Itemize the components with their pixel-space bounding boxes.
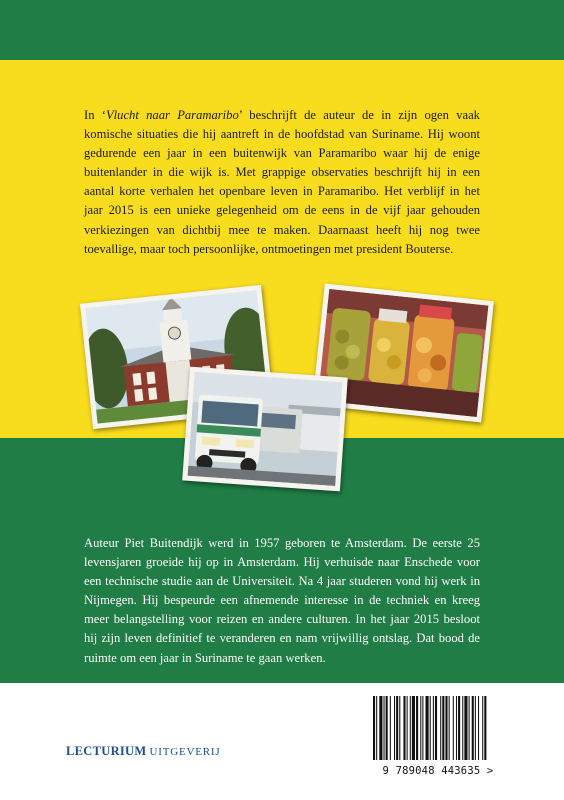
author-bio: Auteur Piet Buitendijk werd in 1957 geboren te Amsterdam. De eerste 25 levensjaren groeide hij op in Amsterdam. Hij verhuisde naar Enschede voor een technische studie aan de Universiteit. Na 4 jaar studeren vond hij werk in Nijmegen. Hij bespeurde een afnemende interesse in de techniek en kreeg meer belangstelling voor reizen en andere culturen. In het jaar 2015 besloot hij zijn leven definitief te veranderen en nam vrijwillig ontslag. Dat bood de ruimte om een jaar in Suriname te gaan werken. [84, 536, 480, 665]
book-title: Vlucht naar Paramaribo [105, 108, 239, 122]
barcode-bar [394, 696, 395, 760]
barcode-bar [478, 696, 479, 760]
publisher-suffix: UITGEVERIJ [149, 746, 221, 758]
barcode-bar [484, 696, 486, 760]
publisher-brand: LECTURIUM [66, 744, 147, 758]
barcode-bar [412, 696, 415, 760]
barcode-bar [376, 696, 377, 760]
barcode-bar [445, 696, 447, 760]
barcode-bar [442, 696, 444, 760]
barcode-bar [422, 696, 423, 760]
barcode-bar [449, 696, 450, 760]
barcode-bar [379, 696, 382, 760]
barcode-bar [435, 696, 437, 760]
barcode-bar [386, 696, 388, 760]
blurb-text: ’ beschrijft de auteur de in zijn ogen vaak komische situaties die hij aantreft in de hoofdstad van Suriname. Hij woont gedurende een jaar in een buitenwijk van Paramaribo waar hij de enige buitenlander in die wijk is. Met grappige observaties beschrijft hij in een aantal korte verhalen het openbare leven in Paramaribo. Het verblijf in het jaar 2015 is een unieke gelegenheid om de eens in de vijf jaar gehouden verkiezingen van dichtbij mee te maken. Daarnaast heeft hij nog twee toevallige, maar toch persoonlijke, ontmoetingen met president Bouterse. [84, 108, 480, 256]
barcode-bar [456, 696, 457, 760]
barcode-bar [420, 696, 421, 760]
barcode-bar [384, 696, 385, 760]
isbn-digits: 9 789048 443635 [382, 765, 481, 777]
blurb-prefix: In ‘ [84, 108, 106, 122]
barcode-bar [390, 696, 391, 760]
barcode-bar [407, 696, 408, 760]
photo-minibuses [182, 367, 348, 492]
barcode-bar [426, 696, 429, 760]
barcode-bar [464, 696, 467, 760]
barcode-bar [403, 696, 405, 760]
barcode-bar [482, 696, 483, 760]
isbn-marker: > [486, 765, 494, 777]
barcode-bar [433, 696, 434, 760]
publisher-logo [66, 742, 220, 760]
barcode-bar [475, 696, 476, 760]
barcode-bar [396, 696, 398, 760]
top-green-band [0, 0, 564, 60]
barcode-bar [440, 696, 441, 760]
barcode-bar [462, 696, 463, 760]
isbn-number [363, 765, 513, 777]
barcode-bar [416, 696, 418, 760]
barcode-bar [469, 696, 470, 760]
barcode-bar [373, 696, 375, 760]
barcode-bar [399, 696, 400, 760]
barcode-bar [472, 696, 474, 760]
barcode-bar [453, 696, 454, 760]
barcode-bar [458, 696, 460, 760]
back-cover-blurb [84, 106, 480, 259]
barcode-bar [430, 696, 431, 760]
barcode-bar [410, 696, 411, 760]
